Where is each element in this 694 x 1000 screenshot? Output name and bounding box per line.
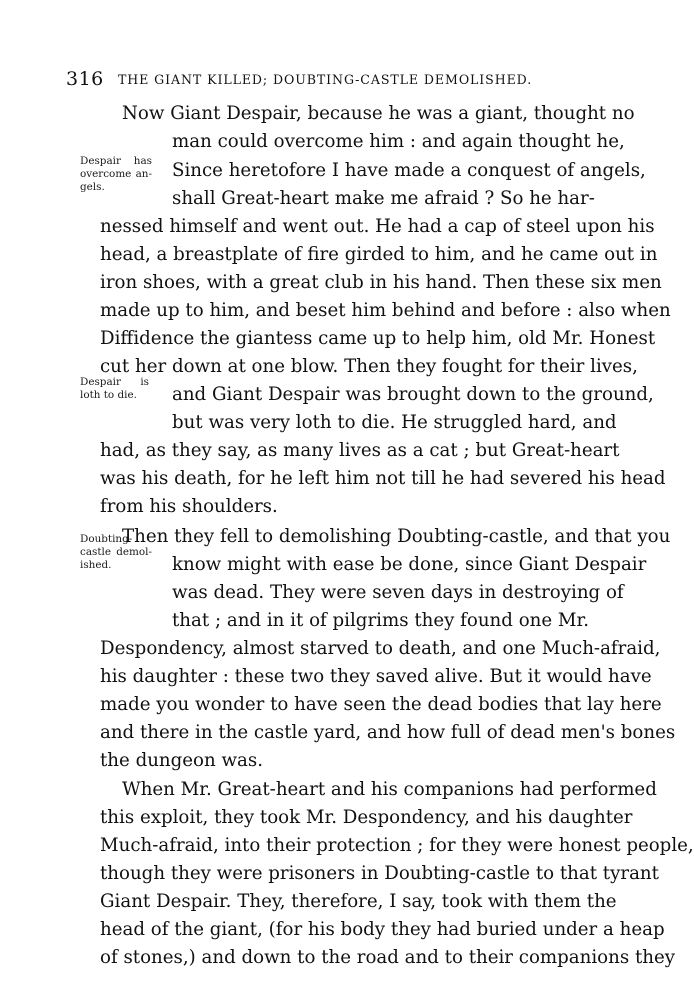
margin-note: [80, 376, 149, 402]
margin-note: [80, 533, 152, 572]
margin-note-line: Doubting-: [80, 533, 133, 545]
body-line: Then they fell to demolishing Doubting-castle, and that you: [122, 526, 671, 547]
body-line: made up to him, and beset him behind and before : also when: [100, 300, 671, 321]
margin-note-line: Despair is: [80, 376, 149, 388]
body-line: that ; and in it of pilgrims they found one Mr.: [172, 610, 589, 631]
body-line: know might with ease be done, since Giant Despair: [172, 554, 647, 575]
margin-note: [80, 155, 152, 194]
body-line: was his death, for he left him not till he had severed his head: [100, 468, 666, 489]
body-line: shall Great-heart make me afraid ? So he har-: [172, 188, 595, 209]
body-line: made you wonder to have seen the dead bodies that lay here: [100, 694, 662, 715]
body-line: iron shoes, with a great club in his hand. Then these six men: [100, 272, 662, 293]
margin-note-line: castle demol-: [80, 546, 152, 558]
body-line: nessed himself and went out. He had a cap of steel upon his: [100, 216, 655, 237]
margin-note-line: ished.: [80, 559, 112, 571]
body-line: head of the giant, (for his body they had buried under a heap: [100, 919, 665, 940]
body-line: Much-afraid, into their protection ; for they were honest people,: [100, 835, 694, 856]
body-line: though they were prisoners in Doubting-castle to that tyrant: [100, 863, 659, 884]
margin-note-line: gels.: [80, 181, 105, 193]
page-number: 316: [66, 68, 104, 90]
body-line: had, as they say, as many lives as a cat ; but Great-heart: [100, 440, 620, 461]
body-line: this exploit, they took Mr. Despondency, and his daughter: [100, 807, 633, 828]
body-line: and there in the castle yard, and how full of dead men's bones: [100, 722, 676, 743]
margin-note-line: loth to die.: [80, 389, 137, 401]
body-line: head, a breastplate of fire girded to him, and he came out in: [100, 244, 658, 265]
running-header: [66, 68, 566, 96]
body-line: Since heretofore I have made a conquest of angels,: [172, 160, 646, 181]
body-line: the dungeon was.: [100, 750, 264, 771]
margin-note-line: overcome an-: [80, 168, 152, 180]
body-line: from his shoulders.: [100, 496, 278, 517]
running-head-title: THE GIANT KILLED; DOUBTING-CASTLE DEMOLISHED.: [118, 72, 533, 87]
body-line: man could overcome him : and again thought he,: [172, 131, 625, 152]
body-line: Diffidence the giantess came up to help him, old Mr. Honest: [100, 328, 656, 349]
body-line: Giant Despair. They, therefore, I say, took with them the: [100, 891, 617, 912]
margin-note-line: Despair has: [80, 155, 152, 167]
body-line: but was very loth to die. He struggled hard, and: [172, 412, 617, 433]
body-line: and Giant Despair was brought down to the ground,: [172, 384, 654, 405]
body-line: cut her down at one blow. Then they fought for their lives,: [100, 356, 638, 377]
body-line: Now Giant Despair, because he was a giant, thought no: [122, 103, 635, 124]
body-line: was dead. They were seven days in destroying of: [172, 582, 624, 603]
body-line: his daughter : these two they saved alive. But it would have: [100, 666, 652, 687]
body-line: When Mr. Great-heart and his companions had performed: [122, 779, 657, 800]
body-line: of stones,) and down to the road and to their companions they: [100, 947, 676, 968]
body-line: Despondency, almost starved to death, and one Much-afraid,: [100, 638, 661, 659]
